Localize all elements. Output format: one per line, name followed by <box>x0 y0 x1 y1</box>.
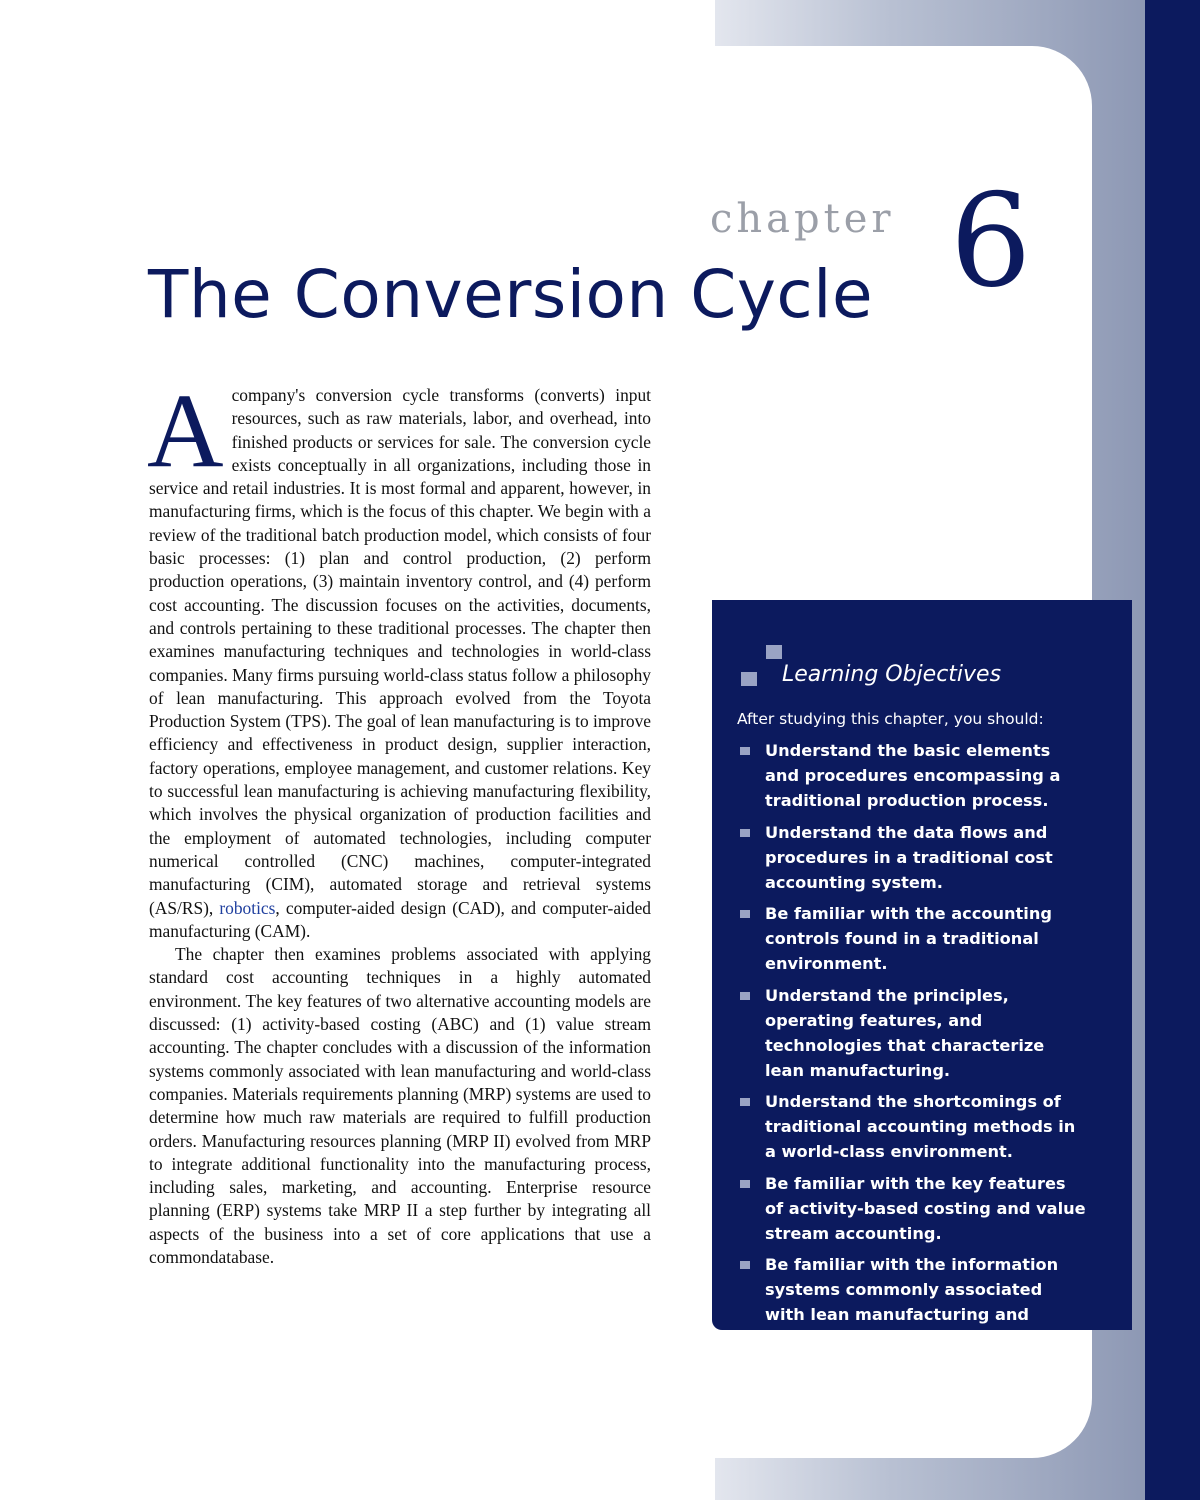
page-title: The Conversion Cycle <box>148 256 874 333</box>
objective-text: Be familiar with the accounting controls found in a traditional environment. <box>765 904 1052 973</box>
drop-cap: A <box>147 372 224 489</box>
learning-objectives-list <box>737 738 1087 1359</box>
chapter-number: 6 <box>950 167 1032 316</box>
robotics-link[interactable]: robotics <box>219 897 276 918</box>
objective-text: Be familiar with the key features of activity-based costing and value stream accounting. <box>765 1173 1086 1243</box>
learning-objectives-box <box>712 600 1132 1349</box>
square-bullet-icon <box>740 747 750 755</box>
objective-text: Understand the principles, operating features, and technologies that characterize lean manufacturing. <box>765 985 1045 1080</box>
list-item <box>737 820 1087 895</box>
learning-objectives-heading: Learning Objectives <box>782 662 1002 687</box>
intro-text-1: company's conversion cycle transforms (converts) input resources, such as raw materials, labor, and overhead, into finished products or services for sale. The conversion cycle exists conceptually in all organizations, including those in service and retail industries. It is most formal and apparent, however, in manufacturing firms, which is the focus of this chapter. We begin with a review of the traditional batch production model, which consists of four basic processes: (1) plan and control production, (2) perform production operations, (3) maintain inventory control, and (4) perform cost accounting. The discussion focuses on the activities, documents, and controls pertaining to these traditional processes. The chapter then examines manufacturing techniques and technologies in world-class companies. Many firms pursuing world-class status follow a philosophy of lean manufacturing. This approach evolved from the Toyota Production System (TPS). The goal of lean manufacturing is to improve efficiency and effectiveness in product design, supplier interaction, factory operations, employee management, and customer relations. Key to successful lean manufacturing is achieving manufacturing flexibility, which involves the physical organization of production facilities and the employment of automated technologies, including computer numerical controlled (CNC) machines, computer-integrated manufacturing (CIM), automated storage and retrieval systems (AS/RS), <box>149 385 651 918</box>
square-bullet-icon <box>741 672 757 686</box>
learning-objectives-intro: After studying this chapter, you should: <box>737 710 1044 728</box>
objective-text: Understand the data flows and procedures in a traditional cost accounting system. <box>765 822 1053 892</box>
objective-text: Be familiar with the information systems commonly associated with lean manufacturing and world-class companies. <box>765 1255 1059 1349</box>
objective-text: Understand the basic elements and procedures encompassing a traditional production process. <box>765 741 1061 810</box>
intro-paragraph-2: The chapter then examines problems associated with applying standard cost accounting techniques in a highly automated environment. The key features of two alternative accounting models are discussed: (1) activity-based costing (ABC) and (1) value stream accounting. The chapter concludes with a discussion of the information systems commonly associated with lean manufacturing and world-class companies. Materials requirements planning (MRP) systems are used to determine how much raw materials are required to fulfill production orders. Manufacturing resources planning (MRP II) evolved from MRP to integrate additional functionality into the manufacturing process, including sales, marketing, and accounting. Enterprise resource planning (ERP) systems take MRP II a step further by integrating all aspects of the business into a set of core applications that use a commondatabase. <box>149 944 651 1267</box>
intro-body <box>147 372 651 1269</box>
square-bullet-icon <box>740 1180 750 1188</box>
square-bullet-icon <box>740 992 750 1000</box>
chapter-label: chapter <box>710 196 895 242</box>
square-bullet-icon <box>740 1261 750 1269</box>
edge-navy-strip <box>1145 0 1200 1500</box>
list-item <box>737 1089 1087 1164</box>
list-item <box>737 1171 1087 1246</box>
list-item <box>737 983 1087 1083</box>
square-bullet-icon <box>740 829 750 837</box>
list-item <box>737 901 1087 976</box>
list-item <box>737 1252 1087 1352</box>
list-item <box>737 738 1087 813</box>
objective-text: Understand the shortcomings of traditional accounting methods in a world-class environment. <box>765 1092 1076 1161</box>
square-bullet-icon <box>740 1098 750 1106</box>
square-bullet-icon <box>740 910 750 918</box>
intro-text-2: , computer-aided design (CAD), and computer-aided manufacturing (CAM). <box>149 897 651 941</box>
intro-paragraph-1 <box>147 372 651 943</box>
square-bullet-icon <box>766 645 782 659</box>
